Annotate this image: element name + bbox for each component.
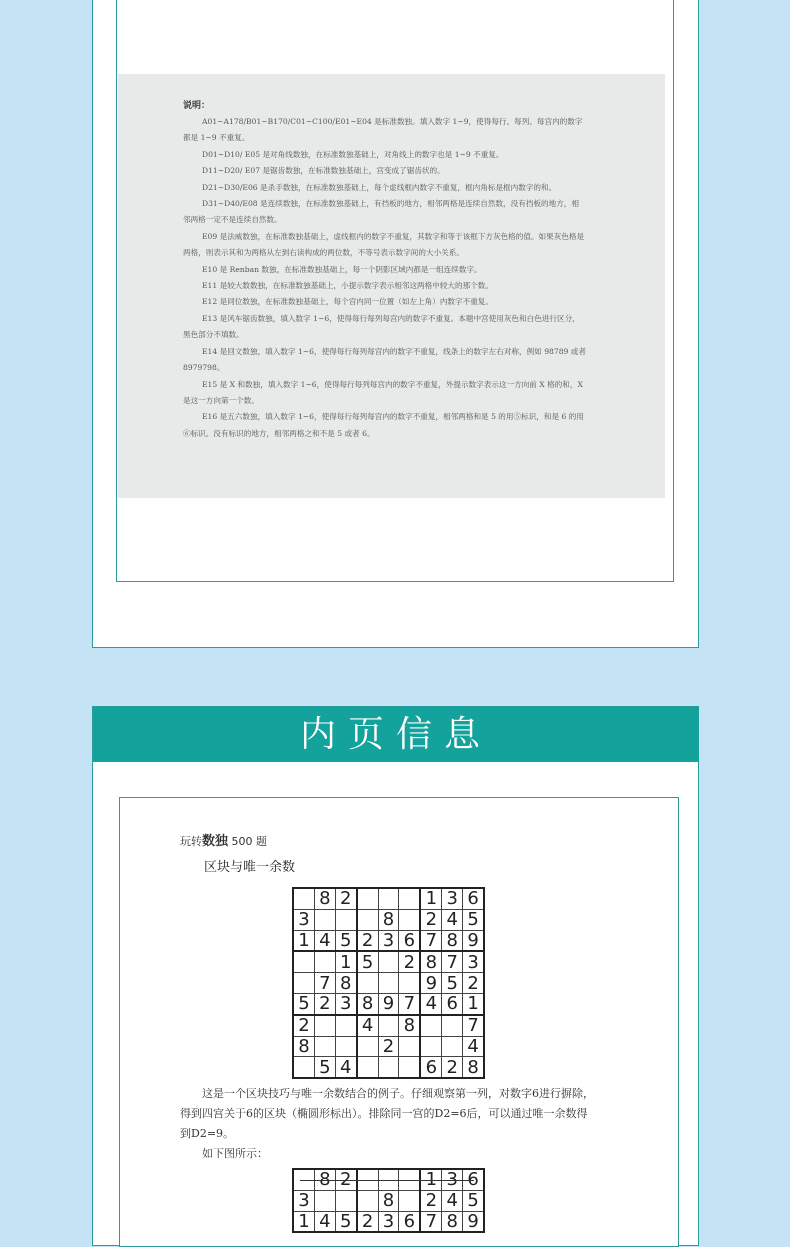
- sudoku-cell: 5: [357, 951, 378, 972]
- sudoku-cell: 7: [314, 973, 335, 994]
- sudoku-cell: 1: [420, 1169, 441, 1190]
- sudoku-cell: [378, 888, 399, 909]
- sudoku-row: [293, 1057, 484, 1078]
- instruction-paragraph: A01~A178/B01~B170/C01~C100/E01~E04 是标准数独。填入数字 1~9，使得每行、每列、每宫内的数字都是 1~9 不重复。: [183, 117, 583, 143]
- sudoku-cell: [420, 1036, 441, 1057]
- sudoku-cell: 8: [357, 993, 378, 1014]
- running-head-prefix: 玩转: [180, 835, 202, 848]
- sudoku-cell: [357, 1057, 378, 1078]
- explanation-paragraph: 这是一个区块技巧与唯一余数结合的例子。仔细观察第一列，对数字6进行摒除，得到四宫关于6的区块（椭圆形标出）。排除同一宫的D2=6后，可以通过唯一余数得到D2=9。: [180, 1087, 594, 1140]
- sudoku-cell: 3: [335, 993, 356, 1014]
- sudoku-cell: 2: [357, 930, 378, 951]
- instruction-paragraph: D11~D20/ E07 是锯齿数独，在标准数独基础上，宫变成了锯齿状的。: [202, 166, 445, 176]
- sudoku-cell: 2: [335, 1169, 356, 1190]
- sudoku-cell: 8: [314, 1169, 335, 1190]
- sudoku-row: [293, 1036, 484, 1057]
- sudoku-cell: 4: [463, 1036, 484, 1057]
- sudoku-cell: 6: [463, 1169, 484, 1190]
- instruction-paragraph: E11 是较大数数独，在标准数独基础上，小提示数字表示相邻这两格中较大的那个数。: [202, 281, 493, 291]
- sudoku-cell: [335, 1190, 356, 1211]
- sudoku-cell: 4: [420, 993, 441, 1014]
- sudoku-cell: [399, 1057, 420, 1078]
- section-banner: [93, 707, 699, 762]
- sudoku-cell: [378, 973, 399, 994]
- sudoku-cell: 5: [293, 993, 314, 1014]
- sudoku-cell: 4: [335, 1057, 356, 1078]
- sudoku-cell: 6: [463, 888, 484, 909]
- sudoku-row: [293, 1190, 484, 1211]
- running-head-bold: 数独: [202, 834, 229, 849]
- explanation-text: [180, 1084, 598, 1164]
- sudoku-cell: [293, 973, 314, 994]
- running-head-suffix: 500 题: [231, 835, 268, 848]
- sudoku-row: [293, 1015, 484, 1036]
- sudoku-cell: [378, 951, 399, 972]
- sudoku-cell: [399, 1036, 420, 1057]
- sudoku-cell: [420, 1015, 441, 1036]
- instruction-paragraph: E10 是 Renban 数独，在标准数独基础上，每一个阴影区域内都是一组连续数字。: [202, 264, 482, 274]
- sudoku-cell: 2: [357, 1211, 378, 1232]
- sudoku-cell: [293, 1057, 314, 1078]
- sudoku-row: [293, 951, 484, 972]
- sudoku-cell: [357, 888, 378, 909]
- instruction-paragraph: E14 是回文数独，填入数字 1~6，使得每行每列每宫内的数字不重复，线条上的数字左右对称，例如 98789 或者 8979798。: [183, 346, 586, 373]
- instructions-title: 说明：: [183, 101, 211, 111]
- sudoku-cell: 7: [399, 993, 420, 1014]
- sudoku-cell: 5: [335, 1211, 356, 1232]
- sudoku-cell: [399, 973, 420, 994]
- sudoku-cell: [293, 951, 314, 972]
- sudoku-cell: [314, 1015, 335, 1036]
- sudoku-cell: 9: [420, 973, 441, 994]
- sudoku-cell: 4: [442, 1190, 463, 1211]
- sudoku-cell: [399, 1190, 420, 1211]
- sudoku-cell: 1: [420, 888, 441, 909]
- instruction-paragraph: E16 是五六数独，填入数字 1~6，使得每行每列每宫内的数字不重复，相邻两格和是 5 的用⑤标识，和是 6 的用⑥标识。没有标识的地方，相邻两格之和不是 5 或者 6。: [183, 412, 584, 438]
- sudoku-cell: 3: [378, 930, 399, 951]
- sudoku-cell: [335, 1036, 356, 1057]
- sudoku-cell: [399, 888, 420, 909]
- sudoku-row: [293, 909, 484, 930]
- sudoku-cell: 8: [442, 930, 463, 951]
- sudoku-cell: 7: [420, 930, 441, 951]
- sudoku-cell: 2: [420, 1190, 441, 1211]
- explanation-paragraph: 如下图所示：: [202, 1147, 268, 1160]
- sudoku-cell: 2: [378, 1036, 399, 1057]
- section-title: 区块与唯一余数: [204, 860, 296, 875]
- sudoku-cell: 6: [399, 1211, 420, 1232]
- sudoku-cell: 2: [314, 993, 335, 1014]
- sudoku-cell: 3: [442, 888, 463, 909]
- sudoku-cell: 8: [463, 1057, 484, 1078]
- sudoku-cell: 5: [442, 973, 463, 994]
- sudoku-cell: 3: [293, 1190, 314, 1211]
- sudoku-cell: 1: [335, 951, 356, 972]
- sudoku-cell: 4: [314, 1211, 335, 1232]
- sudoku-cell: 8: [442, 1211, 463, 1232]
- sudoku-cell: 5: [335, 930, 356, 951]
- sudoku-cell: [378, 1015, 399, 1036]
- banner-title: 内页信息: [299, 714, 492, 755]
- sudoku-row: [293, 930, 484, 951]
- sudoku-cell: 8: [378, 1190, 399, 1211]
- sudoku-cell: 2: [420, 909, 441, 930]
- instruction-paragraph: E15 是 X 和数独，填入数字 1~6，使得每行每列每宫内的数字不重复，外提示数字表示这一方向前 X 格的和，X 是这一方向第一个数。: [183, 379, 583, 405]
- sudoku-cell: 3: [442, 1169, 463, 1190]
- sudoku-cell: [399, 909, 420, 930]
- sudoku-cell: 8: [314, 888, 335, 909]
- sudoku-cell: 8: [378, 909, 399, 930]
- sudoku-cell: 9: [463, 1211, 484, 1232]
- sudoku-cell: 6: [420, 1057, 441, 1078]
- sudoku-cell: 4: [314, 930, 335, 951]
- sudoku-cell: [314, 909, 335, 930]
- sudoku-cell: [335, 1015, 356, 1036]
- instruction-paragraph: D01~D10/ E05 是对角线数独，在标准数独基础上，对角线上的数字也是 1~9 不重复。: [202, 149, 504, 159]
- sudoku-cell: 3: [463, 951, 484, 972]
- sudoku-cell: 4: [357, 1015, 378, 1036]
- instruction-paragraph: E13 是风车锯齿数独，填入数字 1~6，使得每行每列每宫内的数字不重复。本题中宫使用灰色和白色进行区分，黑色部分不填数。: [183, 313, 580, 340]
- instructions-body: [183, 114, 586, 442]
- sudoku-cell: 9: [463, 930, 484, 951]
- sudoku-cell: 7: [420, 1211, 441, 1232]
- sudoku-cell: 5: [314, 1057, 335, 1078]
- sudoku-cell: 1: [293, 930, 314, 951]
- sudoku-cell: 8: [399, 1015, 420, 1036]
- instruction-paragraph: E12 是同位数独，在标准数独基础上，每个宫内同一位置（如左上角）内数字不重复。: [202, 297, 493, 307]
- sudoku-cell: 9: [378, 993, 399, 1014]
- instructions-box: [118, 74, 665, 498]
- sudoku-cell: 1: [463, 993, 484, 1014]
- sudoku-cell: 4: [442, 909, 463, 930]
- sudoku-cell: 6: [442, 993, 463, 1014]
- instruction-paragraph: D21~D30/E06 是杀手数独，在标准数独基础上，每个虚线框内数字不重复，框内角标是框内数字的和。: [202, 182, 557, 192]
- sudoku-cell: [314, 1190, 335, 1211]
- sudoku-cell: 6: [399, 930, 420, 951]
- sudoku-cell: 2: [293, 1015, 314, 1036]
- sudoku-cell: 7: [463, 1015, 484, 1036]
- sudoku-cell: 5: [463, 1190, 484, 1211]
- sudoku-grid-partial: [292, 1168, 485, 1233]
- instruction-paragraph: E09 是法威数独，在标准数独基础上，虚线框内的数字不重复，其数字和等于该框下方灰色格的值。如果灰色格是两格，则表示其和为两格从左到右读构成的两位数，不等号表示数字间的大小关系。: [183, 231, 585, 258]
- sudoku-cell: [357, 1036, 378, 1057]
- sudoku-row: [293, 1211, 484, 1232]
- sudoku-cell: [357, 973, 378, 994]
- instruction-paragraph: D31~D40/E08 是连续数独，在标准数独基础上，有挡板的地方，相邻两格是连续自然数，没有挡板的地方，相邻两格一定不是连续自然数。: [183, 199, 579, 225]
- sudoku-cell: 3: [378, 1211, 399, 1232]
- sudoku-row: [293, 993, 484, 1014]
- sudoku-row: [293, 888, 484, 909]
- sudoku-cell: 2: [399, 951, 420, 972]
- running-head: [180, 830, 267, 849]
- sudoku-cell: 1: [293, 1211, 314, 1232]
- sudoku-cell: [357, 909, 378, 930]
- sudoku-cell: [442, 1036, 463, 1057]
- sudoku-cell: [293, 888, 314, 909]
- sudoku-cell: [314, 1036, 335, 1057]
- sudoku-cell: [314, 951, 335, 972]
- sudoku-cell: 8: [293, 1036, 314, 1057]
- sudoku-cell: 8: [420, 951, 441, 972]
- sudoku-cell: [357, 1190, 378, 1211]
- sudoku-cell: 7: [442, 951, 463, 972]
- sudoku-row: [293, 973, 484, 994]
- sudoku-cell: [442, 1015, 463, 1036]
- sudoku-cell: 8: [335, 973, 356, 994]
- sudoku-cell: 3: [293, 909, 314, 930]
- sudoku-cell: [378, 1057, 399, 1078]
- sudoku-cell: 2: [463, 973, 484, 994]
- sudoku-cell: [335, 909, 356, 930]
- sudoku-cell: 2: [442, 1057, 463, 1078]
- sudoku-cell: 5: [463, 909, 484, 930]
- sudoku-grid: [292, 887, 485, 1079]
- elimination-line: [300, 1180, 474, 1181]
- sudoku-cell: 2: [335, 888, 356, 909]
